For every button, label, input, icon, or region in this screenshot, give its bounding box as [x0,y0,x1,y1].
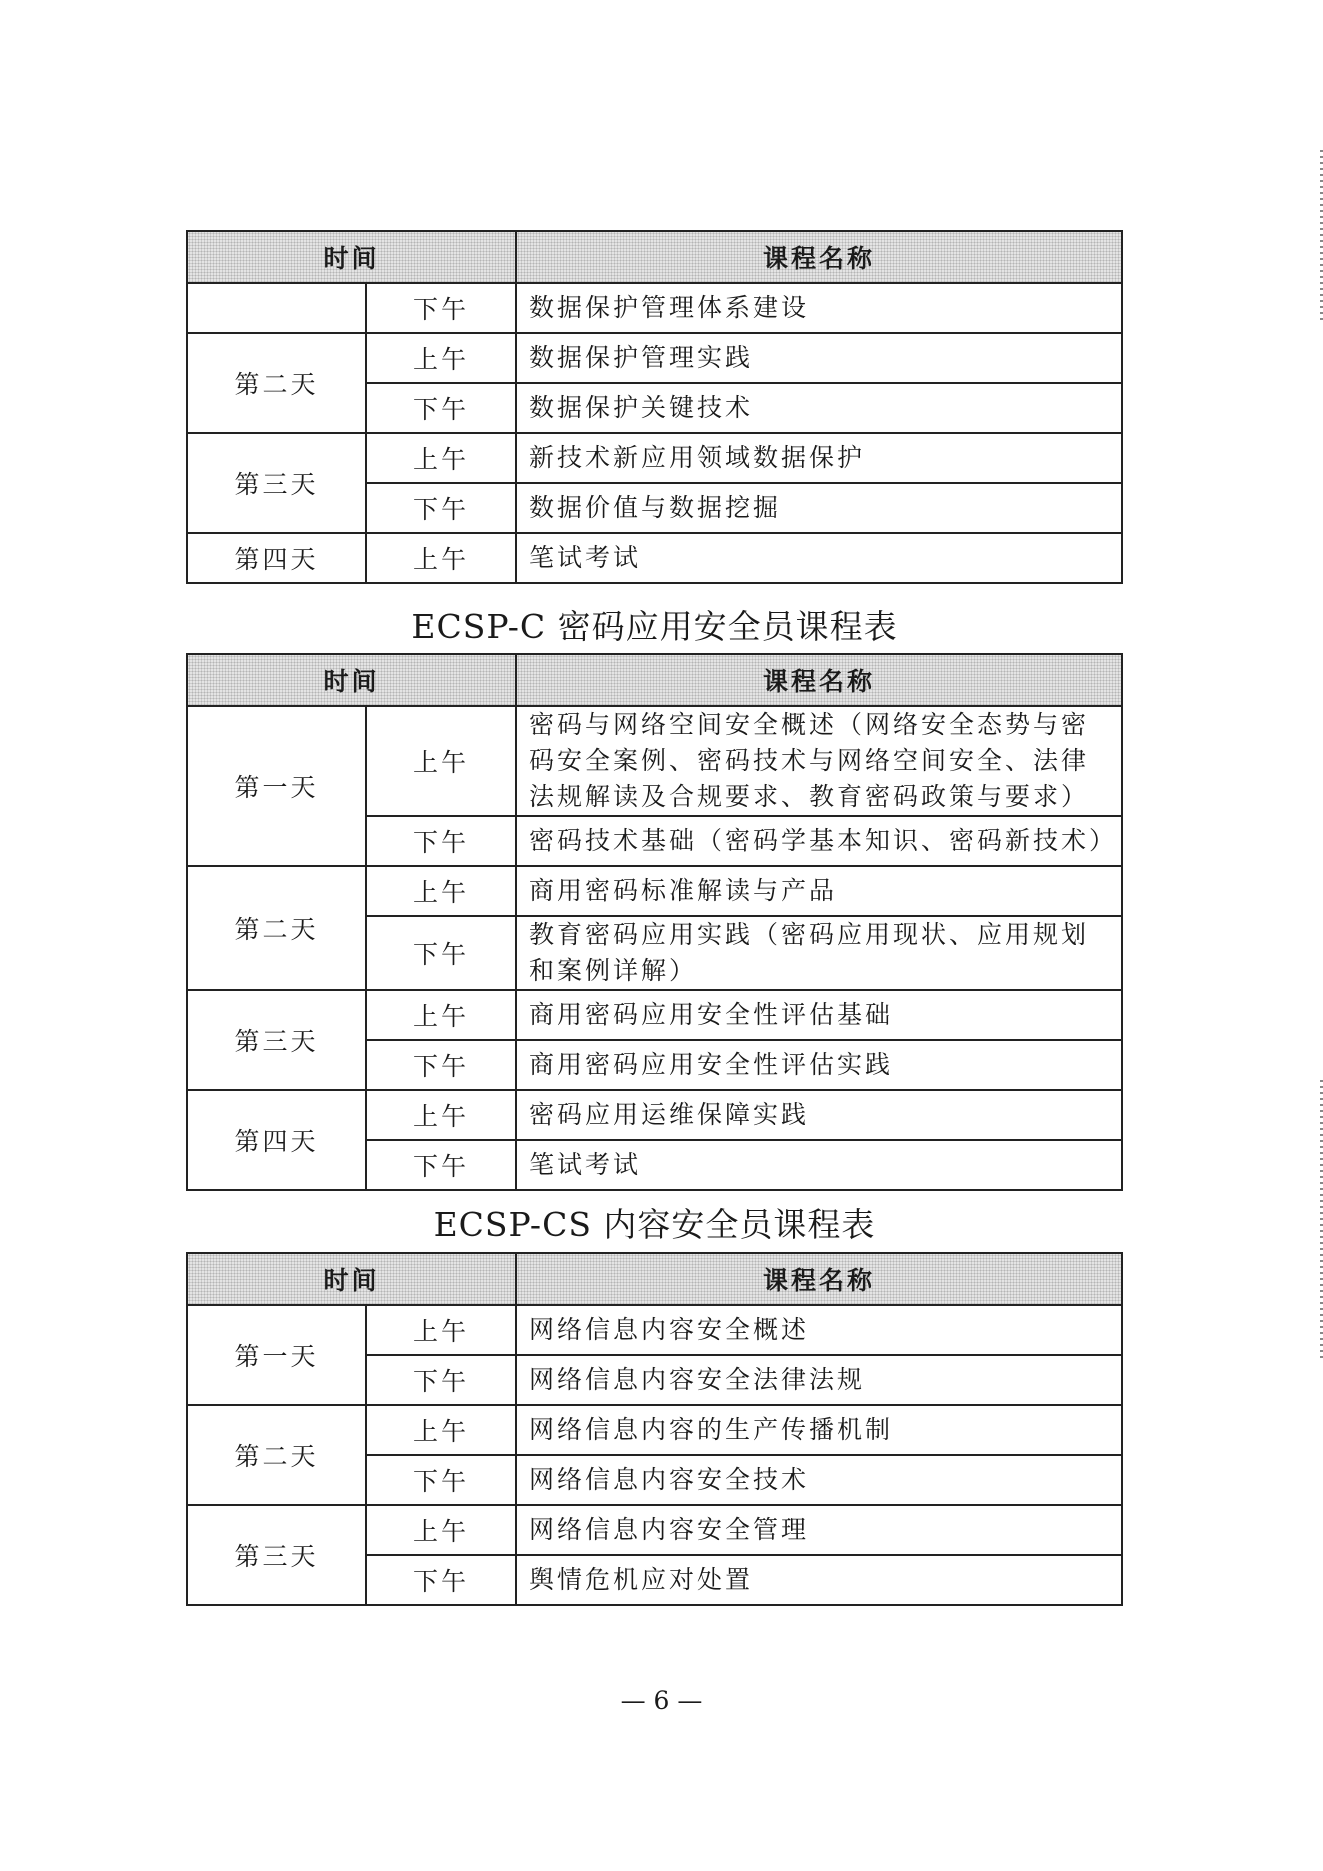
table-row [187,1090,1122,1140]
course-cell: 数据保护管理实践 [516,333,1122,383]
data-protection-schedule-table [186,230,1123,584]
table-row [187,866,1122,916]
header-time: 时间 [187,654,516,706]
half-day-cell: 上午 [366,706,516,816]
course-cell: 密码技术基础（密码学基本知识、密码新技术） [516,816,1122,866]
half-day-cell: 上午 [366,533,516,583]
course-cell: 网络信息内容的生产传播机制 [516,1405,1122,1455]
course-cell: 商用密码应用安全性评估实践 [516,1040,1122,1090]
course-cell: 商用密码应用安全性评估基础 [516,990,1122,1040]
half-day-cell: 上午 [366,1090,516,1140]
half-day-cell: 上午 [366,1305,516,1355]
half-day-cell: 上午 [366,1505,516,1555]
day-cell: 第一天 [187,706,366,866]
course-cell: 笔试考试 [516,533,1122,583]
crypto-schedule-table [186,653,1123,1191]
half-day-cell: 下午 [366,1455,516,1505]
half-day-cell: 上午 [366,333,516,383]
half-day-cell: 下午 [366,1140,516,1190]
table-row [187,533,1122,583]
day-cell: 第三天 [187,1505,366,1605]
half-day-cell: 上午 [366,866,516,916]
table-row [187,1505,1122,1555]
half-day-cell: 下午 [366,1040,516,1090]
half-day-cell: 下午 [366,916,516,990]
half-day-cell: 上午 [366,433,516,483]
table-row [187,706,1122,816]
half-day-cell: 下午 [366,383,516,433]
half-day-cell: 下午 [366,1355,516,1405]
day-cell: 第四天 [187,533,366,583]
half-day-cell: 下午 [366,283,516,333]
day-cell: 第二天 [187,1405,366,1505]
table-row [187,283,1122,333]
header-time: 时间 [187,1253,516,1305]
course-cell: 数据保护管理体系建设 [516,283,1122,333]
table-row [187,1305,1122,1355]
table-row [187,990,1122,1040]
half-day-cell: 下午 [366,816,516,866]
course-cell: 密码应用运维保障实践 [516,1090,1122,1140]
crypto-schedule-title: ECSP-C 密码应用安全员课程表 [411,607,898,646]
page-number: — 6 — [620,1686,703,1715]
course-cell: 网络信息内容安全概述 [516,1305,1122,1355]
course-cell: 商用密码标准解读与产品 [516,866,1122,916]
course-cell: 舆情危机应对处置 [516,1555,1122,1605]
day-cell: 第三天 [187,433,366,533]
header-course: 课程名称 [516,654,1122,706]
course-cell: 网络信息内容安全技术 [516,1455,1122,1505]
day-cell: 第二天 [187,333,366,433]
course-cell: 笔试考试 [516,1140,1122,1190]
day-cell: 第四天 [187,1090,366,1190]
table-row [187,333,1122,383]
header-time: 时间 [187,231,516,283]
course-cell: 网络信息内容安全法律法规 [516,1355,1122,1405]
course-cell: 数据保护关键技术 [516,383,1122,433]
table-row [187,433,1122,483]
content-security-schedule-title: ECSP-CS 内容安全员课程表 [433,1205,876,1244]
half-day-cell: 上午 [366,990,516,1040]
header-course: 课程名称 [516,231,1122,283]
half-day-cell: 上午 [366,1405,516,1455]
half-day-cell: 下午 [366,483,516,533]
course-cell: 数据价值与数据挖掘 [516,483,1122,533]
day-cell: 第二天 [187,866,366,990]
day-cell: 第三天 [187,990,366,1090]
course-cell: 新技术新应用领域数据保护 [516,433,1122,483]
header-course: 课程名称 [516,1253,1122,1305]
day-cell: 第一天 [187,1305,366,1405]
day-cell [187,283,366,333]
content-security-schedule-table [186,1252,1123,1606]
half-day-cell: 下午 [366,1555,516,1605]
table-row [187,1405,1122,1455]
course-cell: 密码与网络空间安全概述（网络安全态势与密码安全案例、密码技术与网络空间安全、法律法规解读及合规要求、教育密码政策与要求） [516,706,1122,816]
course-cell: 网络信息内容安全管理 [516,1505,1122,1555]
course-cell: 教育密码应用实践（密码应用现状、应用规划和案例详解） [516,916,1122,990]
